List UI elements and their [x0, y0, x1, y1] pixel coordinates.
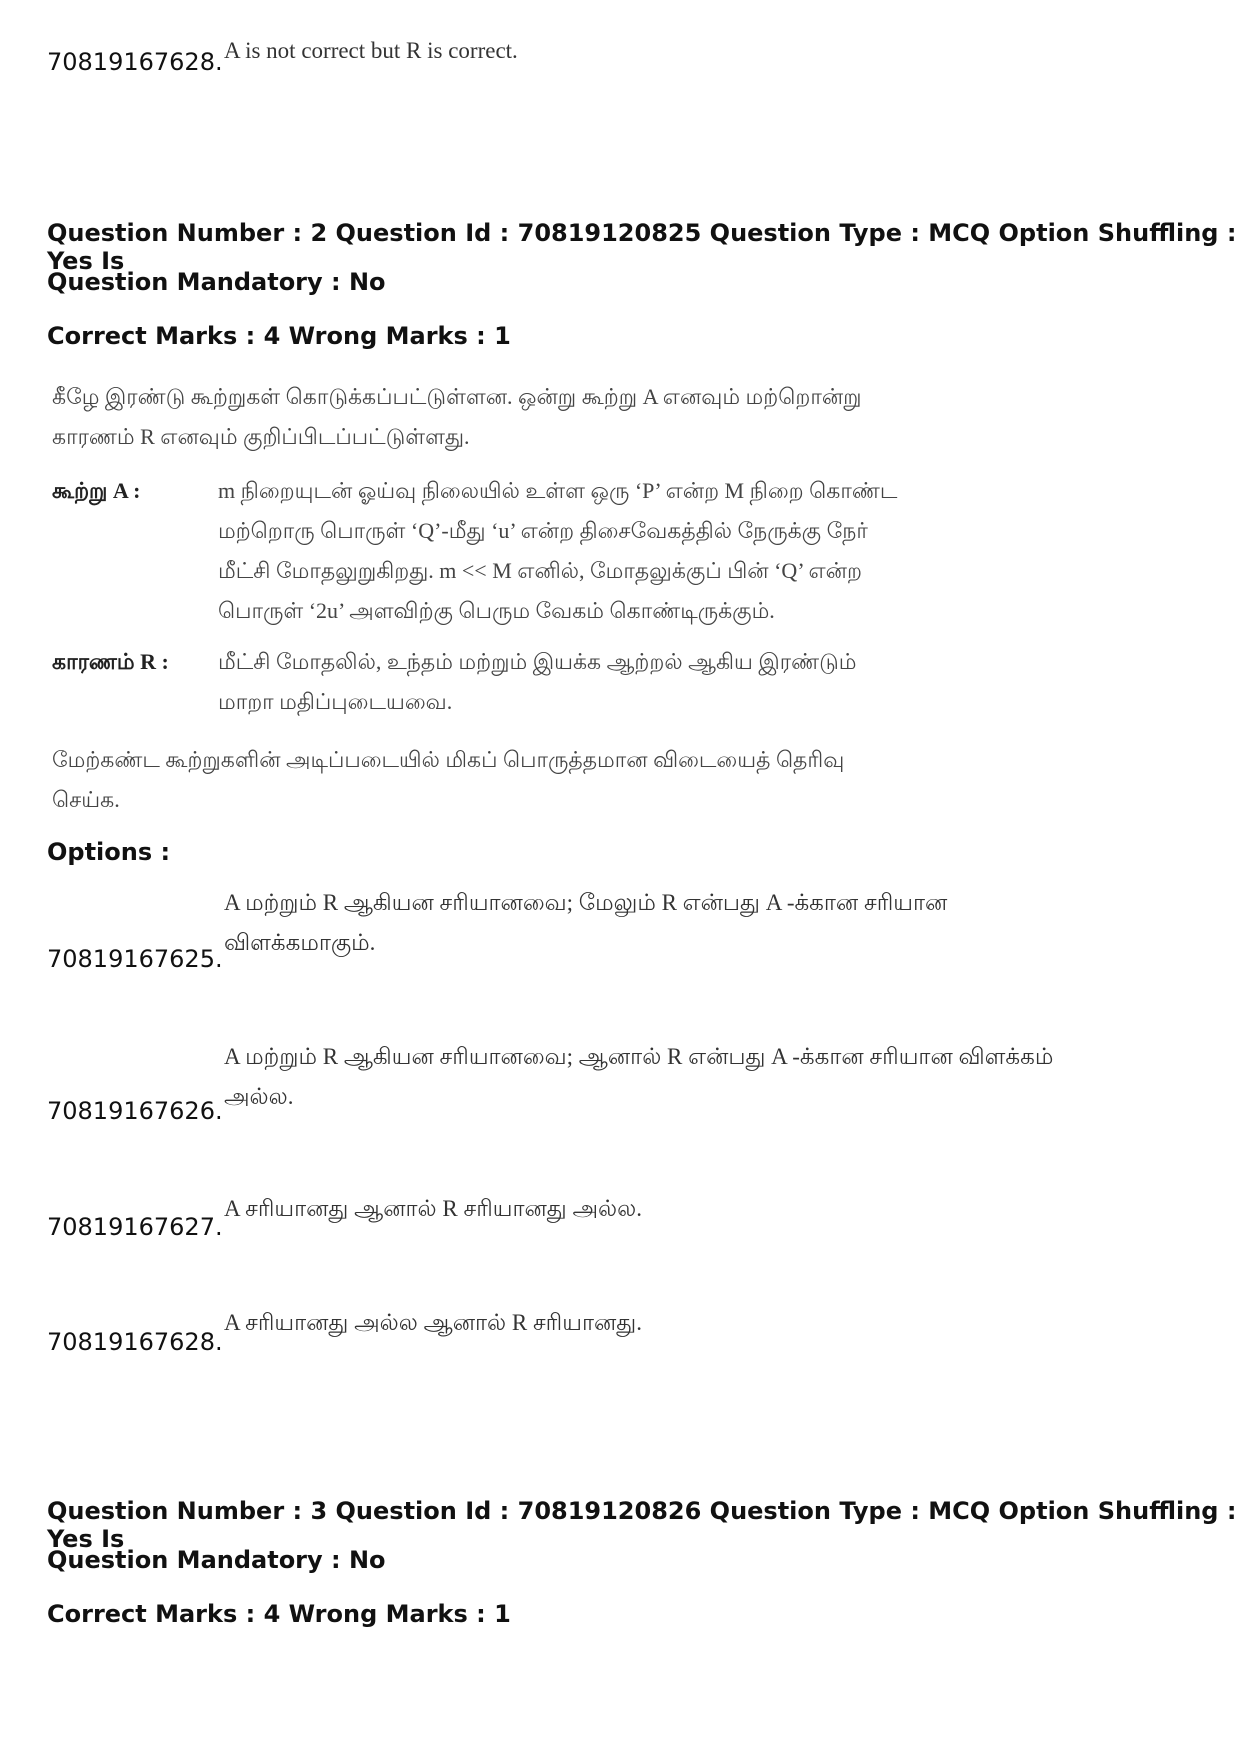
q2-assertion-label: கூற்று A :	[52, 478, 141, 503]
q2-assertion-line-4: பொருள் ‘2u’ அளவிற்கு பெரும வேகம் கொண்டிருக்கும்.	[218, 598, 775, 623]
q2-assertion-line-3: மீட்சி மோதலுறுகிறது. m << M எனில், மோதலுக்குப் பின் ‘Q’ என்ற	[218, 558, 862, 583]
prev-option-id: 70819167628.	[47, 48, 223, 76]
q2-option-2-id: 70819167626.	[47, 1097, 223, 1125]
q2-option-1-id: 70819167625.	[47, 945, 223, 973]
q2-assertion-line-1: m நிறையுடன் ஓய்வு நிலையில் உள்ள ஒரு ‘P’ என்ற M நிறை கொண்ட	[218, 478, 898, 503]
q2-option-1-line2: விளக்கமாகும்.	[224, 930, 376, 955]
q2-marks: Correct Marks : 4 Wrong Marks : 1	[47, 322, 511, 350]
q2-option-2-line2: அல்ல.	[224, 1084, 294, 1109]
q2-options-label: Options :	[47, 838, 171, 866]
q2-meta-line1: Question Number : 2 Question Id : 70819120825 Question Type : MCQ Option Shuffling : Yes Is	[47, 219, 1237, 275]
q2-reason-line-1: மீட்சி மோதலில், உந்தம் மற்றும் இயக்க ஆற்றல் ஆகிய இரண்டும்	[218, 649, 857, 674]
q2-instruction-line1: மேற்கண்ட கூற்றுகளின் அடிப்படையில் மிகப் பொருத்தமான விடையைத் தெரிவு	[52, 747, 845, 772]
q3-meta-line2: Question Mandatory : No	[47, 1546, 386, 1574]
q3-meta-line1: Question Number : 3 Question Id : 70819120826 Question Type : MCQ Option Shuffling : Yes Is	[47, 1497, 1237, 1553]
q2-option-3-line1: A சரியானது ஆனால் R சரியானது அல்ல.	[224, 1196, 642, 1221]
q2-option-3-id: 70819167627.	[47, 1213, 223, 1241]
q2-intro-line1: கீழே இரண்டு கூற்றுகள் கொடுக்கப்பட்டுள்ளன. ஒன்று கூற்று A எனவும் மற்றொன்று	[52, 384, 862, 409]
q2-intro-line2: காரணம் R எனவும் குறிப்பிடப்பட்டுள்ளது.	[52, 424, 470, 449]
q2-option-1-line1: A மற்றும் R ஆகியன சரியானவை; மேலும் R என்பது A -க்கான சரியான	[224, 890, 948, 915]
q2-option-4-id: 70819167628.	[47, 1328, 223, 1356]
q3-marks: Correct Marks : 4 Wrong Marks : 1	[47, 1600, 511, 1628]
q2-option-4-line1: A சரியானது அல்ல ஆனால் R சரியானது.	[224, 1310, 642, 1335]
q2-instruction-line2: செய்க.	[52, 787, 120, 812]
q2-reason-line-2: மாறா மதிப்புடையவை.	[218, 689, 453, 714]
q2-meta-line2: Question Mandatory : No	[47, 268, 386, 296]
q2-option-2-line1: A மற்றும் R ஆகியன சரியானவை; ஆனால் R என்பது A -க்கான சரியான விளக்கம்	[224, 1044, 1054, 1069]
q2-reason-label: காரணம் R :	[52, 649, 169, 674]
q2-assertion-line-2: மற்றொரு பொருள் ‘Q’-மீது ‘u’ என்ற திசைவேகத்தில் நேருக்கு நேர்	[218, 518, 868, 543]
prev-option-text: A is not correct but R is correct.	[224, 38, 518, 63]
